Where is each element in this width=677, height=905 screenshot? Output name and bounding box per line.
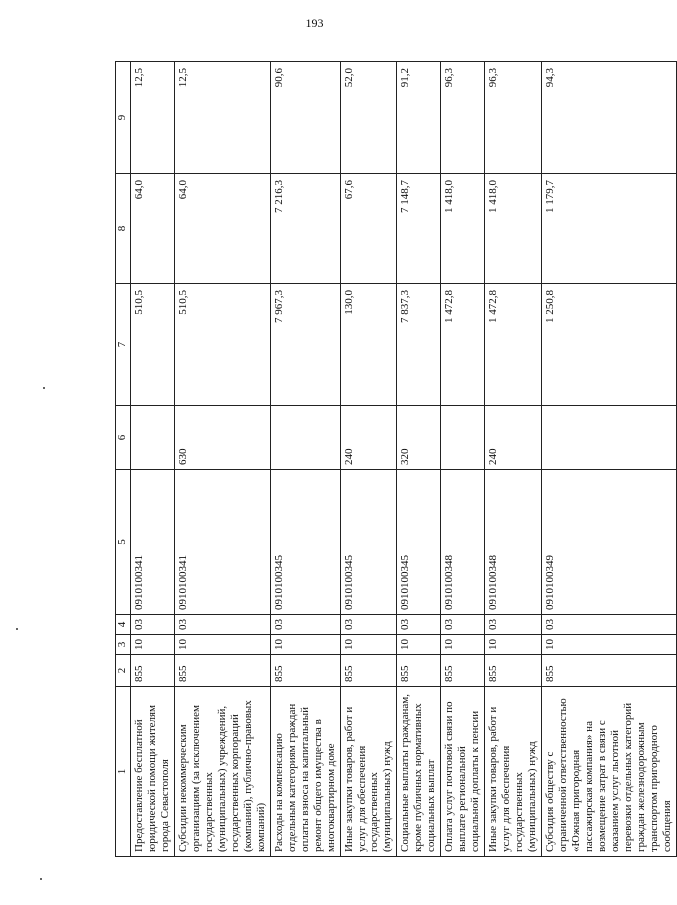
cell-code-4: 03	[174, 615, 270, 635]
cell-code-3: 10	[485, 635, 542, 655]
item-description: Оплата услуг почтовой связи по выплате региональной социальной доплаты к пенсии	[441, 687, 485, 857]
cell-code-3: 10	[270, 635, 340, 655]
cell-code-4: 03	[340, 615, 397, 635]
cell-code-3: 10	[397, 635, 441, 655]
header-cell: 9	[116, 62, 131, 174]
cell-expense-type	[270, 406, 340, 470]
cell-code-4: 03	[270, 615, 340, 635]
cell-value-9: 96,3	[441, 62, 485, 174]
cell-value-7: 7 837,3	[397, 284, 441, 406]
cell-code-3: 10	[340, 635, 397, 655]
table-row	[485, 62, 542, 857]
cell-expense-type	[441, 406, 485, 470]
cell-value-9: 12,5	[174, 62, 270, 174]
cell-value-8: 64,0	[174, 174, 270, 284]
table-row	[174, 62, 270, 857]
cell-value-9: 90,6	[270, 62, 340, 174]
cell-target-code: 0910100348	[485, 470, 542, 615]
item-description: Расходы на компенсацию отдельным категориям граждан оплаты взноса на капитальный ремонт общего имущества в многоквартирном доме	[270, 687, 340, 857]
cell-target-code: 0910100345	[340, 470, 397, 615]
item-description: Предоставление бесплатной юридической помощи жителям города Севастополя	[131, 687, 175, 857]
header-row	[116, 62, 131, 857]
cell-value-8: 1 418,0	[485, 174, 542, 284]
cell-code-2: 855	[174, 655, 270, 687]
cell-value-7: 1 472,8	[441, 284, 485, 406]
cell-expense-type: 630	[174, 406, 270, 470]
cell-value-9: 96,3	[485, 62, 542, 174]
cell-code-2: 855	[131, 655, 175, 687]
table-row	[441, 62, 485, 857]
cell-code-3: 10	[542, 635, 677, 655]
cell-value-9: 12,5	[131, 62, 175, 174]
header-cell: 6	[116, 406, 131, 470]
cell-value-9: 94,3	[542, 62, 677, 174]
cell-code-4: 03	[441, 615, 485, 635]
cell-target-code: 0910100348	[441, 470, 485, 615]
item-description: Субсидии некоммерческим организациям (за исключением государственных (муниципальных) учреждений, государственных корпораций (компаний), публично-правовых компаний)	[174, 687, 270, 857]
table-row	[131, 62, 175, 857]
item-description: Иные закупки товаров, работ и услуг для обеспечения государственных (муниципальных) нужд	[340, 687, 397, 857]
table-row	[340, 62, 397, 857]
budget-table	[115, 61, 677, 857]
cell-target-code: 0910100349	[542, 470, 677, 615]
header-cell: 3	[116, 635, 131, 655]
cell-value-8: 7 216,3	[270, 174, 340, 284]
cell-code-2: 855	[340, 655, 397, 687]
cell-code-2: 855	[542, 655, 677, 687]
cell-value-8: 1 179,7	[542, 174, 677, 284]
cell-value-9: 52,0	[340, 62, 397, 174]
cell-value-9: 91,2	[397, 62, 441, 174]
cell-value-7: 130,0	[340, 284, 397, 406]
cell-value-7: 1 250,8	[542, 284, 677, 406]
cell-value-8: 64,0	[131, 174, 175, 284]
header-cell: 2	[116, 655, 131, 687]
cell-expense-type: 240	[485, 406, 542, 470]
cell-code-4: 03	[542, 615, 677, 635]
cell-expense-type	[542, 406, 677, 470]
cell-code-2: 855	[397, 655, 441, 687]
cell-code-3: 10	[131, 635, 175, 655]
header-cell: 4	[116, 615, 131, 635]
cell-value-7: 510,5	[131, 284, 175, 406]
item-description: Социальные выплаты гражданам, кроме публичных нормативных социальных выплат	[397, 687, 441, 857]
cell-code-4: 03	[131, 615, 175, 635]
table-row	[397, 62, 441, 857]
item-description: Субсидия обществу с ограниченной ответственностью «Южная пригородная пассажирская компания» на возмещение затрат в связи с оказанием услуг льготной перевозки отдельных категорий граждан железнодорожным транспортом пригородного сообщения	[542, 687, 677, 857]
cell-value-7: 510,5	[174, 284, 270, 406]
scan-speck	[43, 387, 45, 389]
scan-speck	[16, 628, 18, 630]
header-cell: 7	[116, 284, 131, 406]
header-cell: 8	[116, 174, 131, 284]
cell-target-code: 0910100345	[397, 470, 441, 615]
scan-speck	[40, 878, 42, 880]
cell-expense-type	[131, 406, 175, 470]
cell-code-3: 10	[174, 635, 270, 655]
cell-target-code: 0910100345	[270, 470, 340, 615]
cell-expense-type: 240	[340, 406, 397, 470]
cell-target-code: 0910100341	[174, 470, 270, 615]
cell-code-4: 03	[397, 615, 441, 635]
header-cell: 5	[116, 470, 131, 615]
rotated-table-container	[115, 62, 673, 857]
cell-value-8: 1 418,0	[441, 174, 485, 284]
table-row	[542, 62, 677, 857]
cell-value-8: 67,6	[340, 174, 397, 284]
cell-expense-type: 320	[397, 406, 441, 470]
cell-code-2: 855	[485, 655, 542, 687]
cell-code-4: 03	[485, 615, 542, 635]
cell-code-3: 10	[441, 635, 485, 655]
header-cell: 1	[116, 687, 131, 857]
item-description: Иные закупки товаров, работ и услуг для обеспечения государственных (муниципальных) нужд	[485, 687, 542, 857]
cell-code-2: 855	[270, 655, 340, 687]
cell-value-7: 1 472,8	[485, 284, 542, 406]
cell-target-code: 0910100341	[131, 470, 175, 615]
cell-value-8: 7 148,7	[397, 174, 441, 284]
page-number: 193	[305, 16, 324, 30]
table-row	[270, 62, 340, 857]
cell-code-2: 855	[441, 655, 485, 687]
cell-value-7: 7 967,3	[270, 284, 340, 406]
